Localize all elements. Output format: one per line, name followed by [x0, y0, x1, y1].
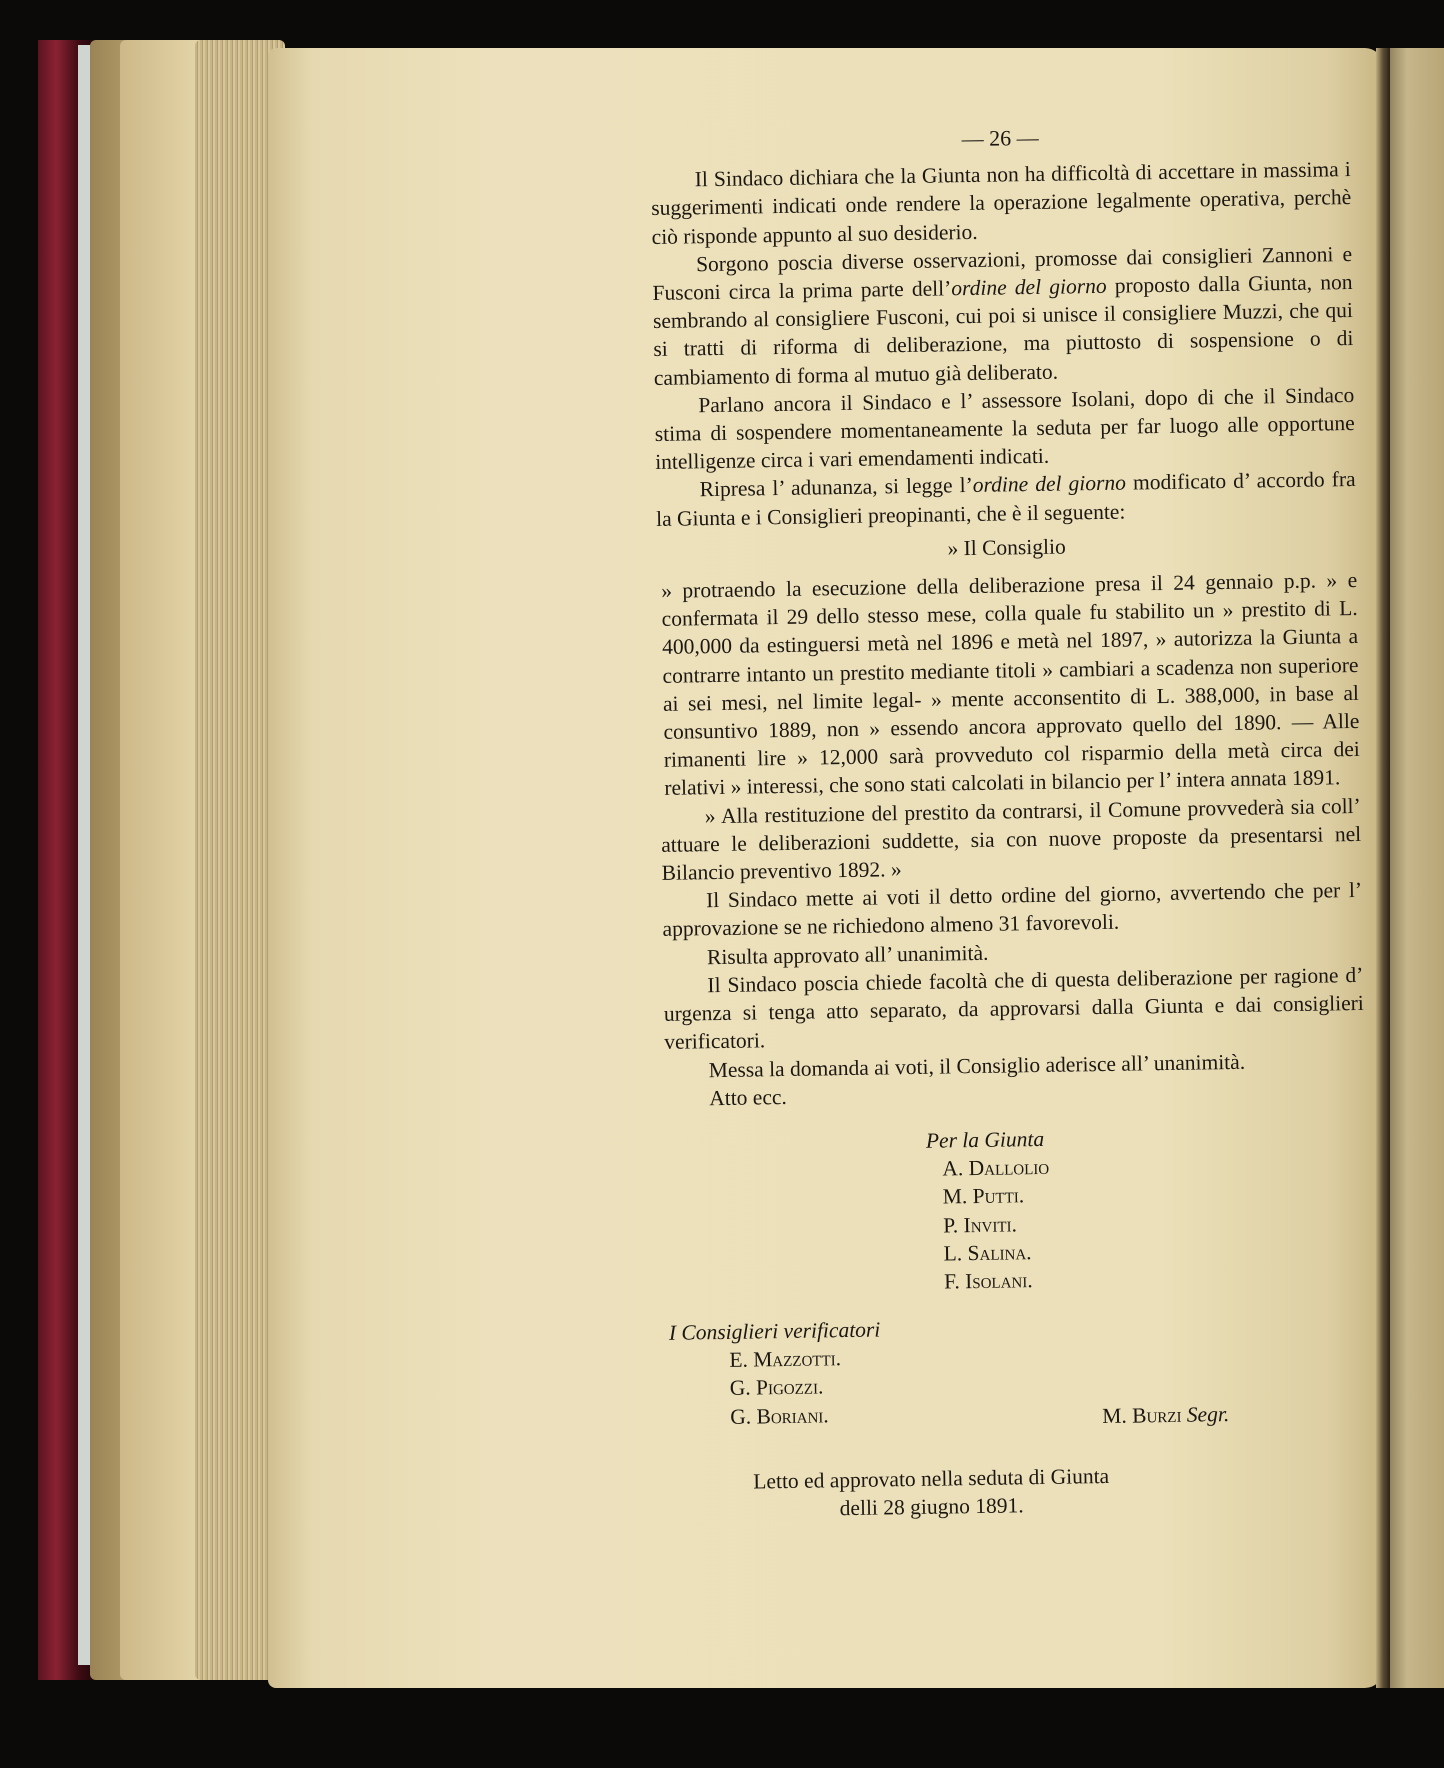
- giunta-signature: P. Inviti.: [943, 1211, 1018, 1238]
- paragraph-4: [655, 465, 1356, 532]
- secretary-name: M. Burzi: [1102, 1402, 1182, 1428]
- paragraph-2-text-b: proposto dalla Giunta, non sembrando al consigliere Fusconi, cui poi si unisce il consigliere Muzzi, che qui si tratti di riforma di deliberazione, ma piuttosto di sospensione o di cambiamento di forma al mutuo già deliberato.: [652, 270, 1354, 390]
- paragraph-7: Il Sindaco poscia chiede facoltà che di questa deliberazione per ragione d’ urgenza si tenga atto separato, da approvarsi dalla Giunta e dai consiglieri verificatori.: [663, 962, 1364, 1055]
- giunta-header: Per la Giunta: [925, 1126, 1045, 1153]
- paragraph-9: Atto ecc.: [709, 1084, 787, 1110]
- paragraph-8: Messa la domanda ai voti, il Consiglio aderisce all’ unanimità.: [708, 1049, 1246, 1082]
- giunta-signatures: [925, 1125, 1051, 1296]
- secretary-signature: [1102, 1400, 1229, 1430]
- verificatori-signatures: [669, 1315, 882, 1431]
- book-edge: [78, 45, 90, 1665]
- secretary-title: Segr.: [1186, 1401, 1230, 1427]
- paragraph-2: [652, 240, 1354, 392]
- signature-block: [666, 1120, 1372, 1521]
- verificatore-signature: G. Pigozzi.: [729, 1374, 824, 1401]
- approval-line-2: delli 28 giugno 1891.: [839, 1493, 1024, 1521]
- page-gutter: [1376, 48, 1390, 1688]
- consiglio-heading: » Il Consiglio: [947, 534, 1066, 561]
- order-of-day-quote-2: » Alla restituzione del prestito da contrarsi, il Comune provvederà sia coll’ attuare le deliberazioni suddette, sia con nuove proposte da presentarsi nel Bilancio preventivo 1892. »: [661, 793, 1362, 885]
- approval-line-1: Letto ed approvato nella seduta di Giunta: [753, 1463, 1110, 1494]
- verificatore-signature: E. Mazzotti.: [729, 1346, 842, 1373]
- giunta-signature: F. Isolani.: [943, 1268, 1033, 1294]
- paragraph-2-emphasis: ordine del giorno: [951, 273, 1107, 301]
- order-of-day-quote-1: » protraendo la esecuzione della deliberazione presa il 24 gennaio p.p. » e confermata il 29 dello stesso mese, colla quale fu stabilito un » prestito di L. 400,000 da estinguersi metà nel 1896 e metà nel 1897, » autorizza la Giunta a contrarre intanto un prestito mediante titoli » cambiari a scadenza non superiore ai sei mesi, nel limite legal- » mente acconsentito di L. 388,000, in base al consuntivo 1889, non » essendo ancora approvato quello del 1890. — Alle rimanenti lire » 12,000 sarà provveduto col risparmio della metà circa dei relativi » interessi, che sono stati calcolati in bilancio per l’ intera annata 1891.: [661, 567, 1361, 801]
- page-text: [650, 119, 1372, 1521]
- facing-page: [1382, 48, 1444, 1688]
- paragraph-3: Parlano ancora il Sindaco e l’ assessore Isolani, dopo di che il Sindaco stima di sospendere momentaneamente la seduta per far luogo alle opportune intelligenze circa i vari emendamenti indicati.: [654, 382, 1355, 475]
- verificatore-signature: G. Boriani.: [730, 1402, 829, 1429]
- paragraph-1: Il Sindaco dichiara che la Giunta non ha difficoltà di accettare in massima i suggerimenti indicati onde rendere la operazione legalmente operativa, perchè ciò risponde appunto al suo desiderio.: [651, 157, 1352, 249]
- approval-note: [731, 1462, 1132, 1525]
- giunta-signature: A. Dallolio: [942, 1154, 1050, 1181]
- verificatori-header: I Consiglieri verificatori: [668, 1317, 881, 1345]
- giunta-signature: L. Salina.: [943, 1239, 1032, 1266]
- paragraph-2-text-a: Sorgono poscia diverse osservazioni, promosse dai consiglieri Zannoni e Fusconi circa la prima parte dell’: [652, 241, 1353, 305]
- paragraph-4-text-b: modificato d’ accordo fra la Giunta e i Consiglieri preopinanti, che è il seguente:: [655, 467, 1356, 531]
- paragraph-6: Risulta approvato all’ unanimità.: [706, 940, 989, 969]
- paragraph-4-emphasis: ordine del giorno: [972, 471, 1127, 498]
- paragraph-4-text-a: Ripresa l’ adunanza, si legge l’: [699, 473, 974, 502]
- giunta-signature: M. Putti.: [942, 1183, 1025, 1209]
- paragraph-5: Il Sindaco mette ai voti il detto ordine del giorno, avvertendo che per l’ approvazione se ne richiedono almeno 31 favorevoli.: [662, 878, 1363, 942]
- page-number: — 26 —: [961, 124, 1039, 152]
